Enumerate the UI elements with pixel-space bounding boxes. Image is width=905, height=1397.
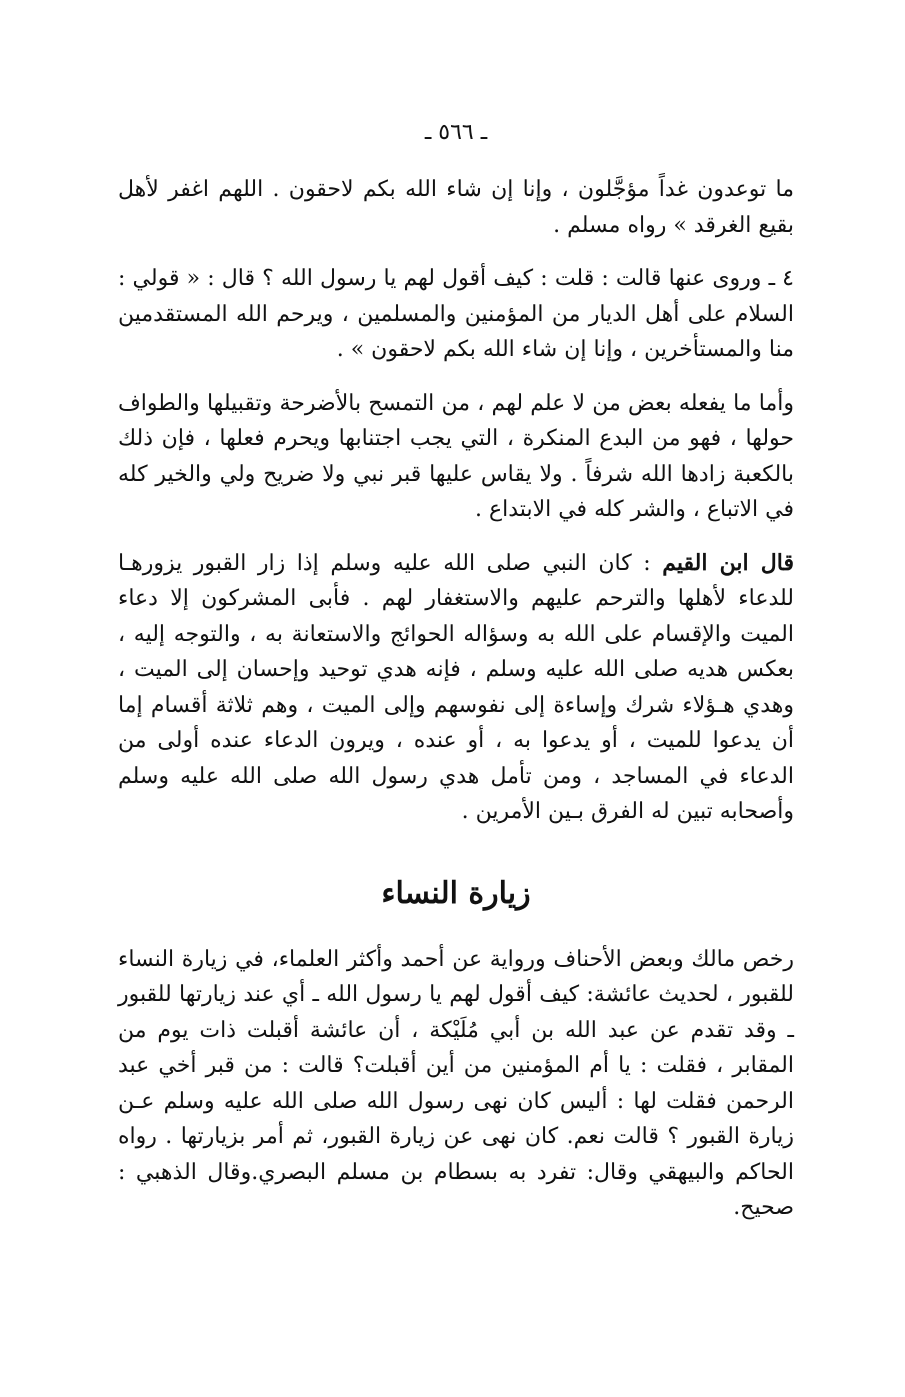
section-heading: زيارة النساء: [381, 875, 531, 911]
paragraph-hadith-4: ٤ ـ وروى عنها قالت : قلت : كيف أقول لهم يا رسول الله ؟ قال : « قولي : السلام على أهل الديار من المؤمنين والمسلمين ، ويرحم الله المستقدمين منا والمستأخرين ، وإنا إن شاء الله بكم لاحقون » .: [118, 266, 794, 362]
paragraph-ibn-qayyim: [118, 546, 794, 830]
paragraph-women-visiting: رخص مالك وبعض الأحناف ورواية عن أحمد وأكثر العلماء، في زيارة النساء للقبور ، لحديث عائشة: كيف أقول لهم يا رسول الله ـ أي عند زيارتها للقبور ـ وقد تقدم عن عبد الله بن أبي مُلَيْكة ، أن عائشة أقبلت ذات يوم من المقابر ، فقلت : يا أم المؤمنين من أين أقبلت؟ قالت : من قبر أخي عبد الرحمن فقلت لها : أليس كان نهى رسول الله صلى الله عليه وسلم عـن زيارة القبور ؟ قالت نعم. كان نهى عن زيارة القبور، ثم أمر بزيارتها . رواه الحاكم والبيهقي وقال: تفرد به بسطام بن مسلم البصري.وقال الذهبي : صحيح.: [118, 946, 794, 1220]
page-number: ـ ٥٦٦ ـ: [424, 120, 488, 145]
ibn-qayyim-lead: قال ابن القيم: [662, 549, 794, 576]
paragraph-hadith-end: ما توعدون غداً مؤجَّلون ، وإنا إن شاء الله بكم لاحقون . اللهم اغفر لأهل بقيع الغرقد » رواه مسلم .: [118, 177, 794, 238]
paragraph-innovations: وأما ما يفعله بعض من لا علم لهم ، من التمسح بالأضرحة وتقبيلها والطواف حولها ، فهو من البدع المنكرة ، التي يجب اجتنابها ويحرم فعلها ، فإن ذلك بالكعبة زادها الله شرفاً . ولا يقاس عليها قبر نبي ولا ضريح ولي والخير كله في الاتباع ، والشر كله في الابتداع .: [118, 390, 794, 522]
book-page: [118, 118, 794, 1244]
ibn-qayyim-text: : كان النبي صلى الله عليه وسلم إذا زار القبور يزورهـا للدعاء لأهلها والترحم عليهم والاستغفار لهم . فأبى المشركون إلا دعاء الميت والإقسام على الله به وسؤاله الحوائج والاستعانة به ، والتوجه إليه ، بعكس هديه صلى الله عليه وسلم ، فإنه هدي توحيد وإحسان إلى الميت ، وهدي هـؤلاء شرك وإساءة إلى نفوسهم وإلى الميت ، وهم ثلاثة أقسام إما أن يدعوا للميت ، أو يدعوا به ، أو عنده ، ويرون الدعاء عنده أولى من الدعاء في المساجد ، ومن تأمل هدي رسول الله صلى الله عليه وسلم وأصحابه تبين له الفرق بـين الأمرين .: [118, 550, 794, 824]
